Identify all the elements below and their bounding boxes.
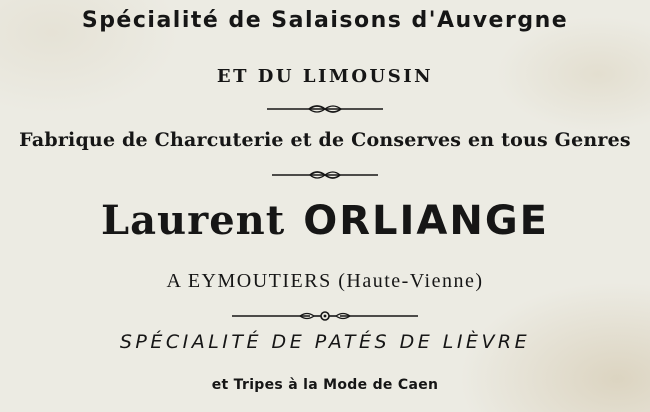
proprietor-first-name: Laurent xyxy=(101,197,286,244)
region-subheading: ET DU LIMOUSIN xyxy=(216,66,434,87)
tagline: et Tripes à la Mode de Caen xyxy=(211,377,439,393)
ornament-divider-2 xyxy=(0,168,650,182)
specialty-heading: Spécialité de Salaisons d'Auvergne xyxy=(81,8,569,33)
proprietor-last-name: ORLIANGE xyxy=(303,198,549,244)
ornament-divider-1 xyxy=(0,102,650,116)
address: A EYMOUTIERS (Haute-Vienne) xyxy=(166,270,484,292)
specialty-line: SPÉCIALITÉ DE PATÉS DE LIÈVRE xyxy=(119,331,531,353)
proprietor-name xyxy=(0,198,650,244)
ornament-divider-3 xyxy=(0,309,650,323)
business-description: Fabrique de Charcuterie et de Conserves en tous Genres xyxy=(19,129,631,151)
